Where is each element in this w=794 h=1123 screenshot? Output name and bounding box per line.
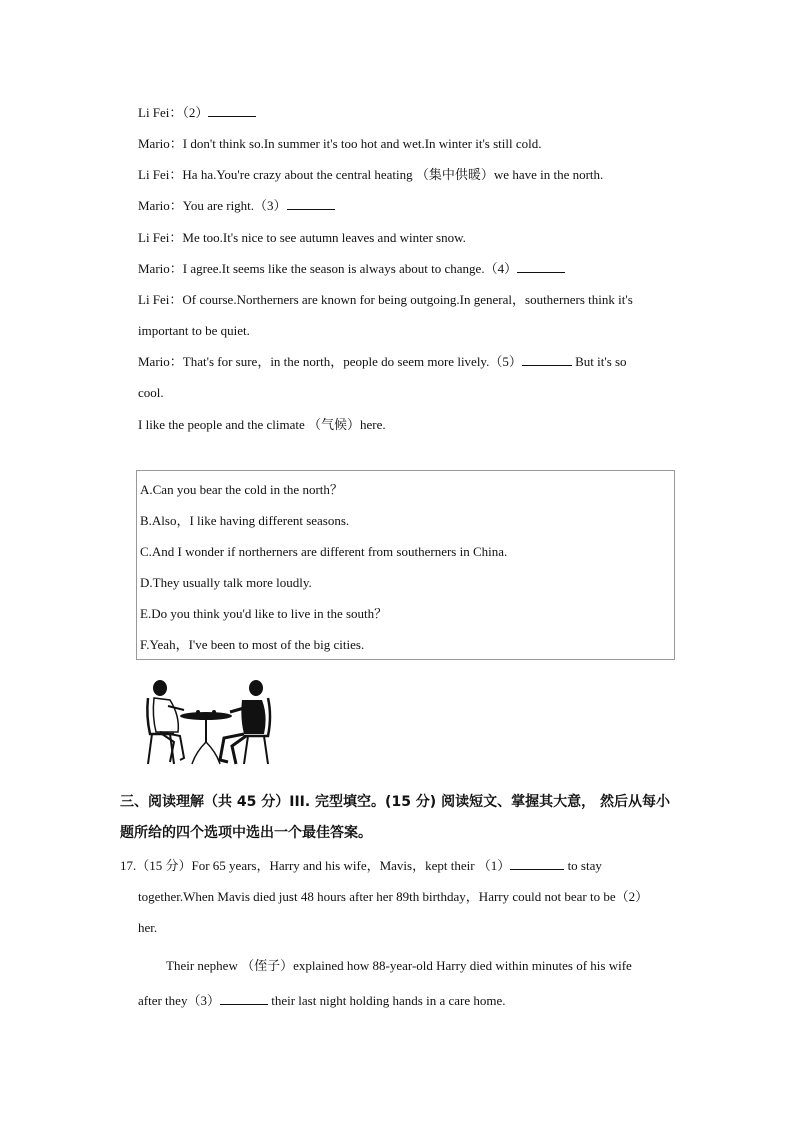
question-17-line-2: together.When Mavis died just 48 hours after her 89th birthday，Harry could not bear to be（2） (138, 889, 649, 904)
answer-blank-q3[interactable] (220, 992, 268, 1005)
dialogue-line-6 (138, 260, 565, 278)
dialogue-line-8-cont (138, 384, 164, 402)
dialogue-line-1 (138, 104, 256, 122)
option-d: D.They usually talk more loudly. (140, 575, 312, 590)
line-text: I agree.It seems like the season is always about to change.（4） (182, 261, 518, 276)
option-e: E.Do you think you'd like to live in the south？ (140, 606, 388, 621)
line-text: Of course.Northerners are known for being outgoing.In general，southerners think it's (182, 292, 633, 307)
speaker: Li Fei： (138, 105, 183, 120)
answer-blank-3[interactable] (287, 197, 335, 210)
line-text: That's for sure，in the north，people do seem more lively.（5） (182, 354, 522, 369)
option-a: A.Can you bear the cold in the north？ (140, 482, 343, 497)
line-text: You are right.（3） (182, 198, 287, 213)
question-17-line-1 (120, 857, 602, 875)
line-text: I like the people and the climate （气候）here. (138, 417, 386, 432)
options-box (136, 470, 675, 660)
speaker: Li Fei： (138, 167, 183, 182)
dialogue-line-7 (138, 291, 633, 309)
line-text: But it's so (575, 354, 627, 369)
line-text: Me too.It's nice to see autumn leaves and winter snow. (182, 230, 466, 245)
line-text: I don't think so.In summer it's too hot and wet.In winter it's still cold. (182, 136, 542, 151)
speaker: Mario： (138, 136, 183, 151)
dialogue-line-3 (138, 166, 603, 184)
line-text: cool. (138, 385, 164, 400)
speaker: Li Fei： (138, 230, 183, 245)
speaker: Li Fei： (138, 292, 183, 307)
section-heading: 三、阅读理解（共 45 分）III. 完型填空。(15 分) 阅读短文、掌握其大意， 然后从每小 (120, 794, 670, 810)
option-c: C.And I wonder if northerners are different from southerners in China. (140, 544, 508, 559)
line-text: to stay (567, 858, 602, 873)
line-text: after they（3） (138, 993, 220, 1008)
line-text: important to be quiet. (138, 323, 250, 338)
option-f: F.Yeah，I've been to most of the big cities. (140, 637, 365, 652)
option-b: B.Also，I like having different seasons. (140, 513, 350, 528)
line-text: 17.（15 分）For 65 years，Harry and his wife，Mavis，kept their （1） (120, 858, 511, 873)
two-people-at-table-illustration (140, 676, 278, 768)
answer-blank-4[interactable] (517, 260, 565, 273)
answer-blank-5[interactable] (522, 353, 572, 366)
speaker: Mario： (138, 261, 183, 276)
answer-blank-2[interactable] (208, 104, 256, 117)
line-text: their last night holding hands in a care home. (271, 993, 506, 1008)
dialogue-line-5 (138, 229, 466, 247)
line-text: （2） (182, 105, 209, 120)
question-17-line-4: Their nephew （侄子）explained how 88-year-old Harry died within minutes of his wife (166, 958, 632, 973)
line-text: Ha ha.You're crazy about the central heating （集中供暖）we have in the north. (182, 167, 604, 182)
dialogue-line-7-cont (138, 322, 250, 340)
dialogue-line-2 (138, 135, 542, 153)
speaker: Mario： (138, 198, 183, 213)
question-17-line-3: her. (138, 920, 158, 935)
section-heading-cont: 题所给的四个选项中选出一个最佳答案。 (120, 825, 372, 841)
dialogue-line-4 (138, 197, 335, 215)
speaker: Mario： (138, 354, 183, 369)
answer-blank-q1[interactable] (510, 857, 564, 870)
question-17-line-5 (138, 992, 506, 1010)
dialogue-line-9 (138, 416, 386, 434)
dialogue-line-8 (138, 353, 627, 371)
